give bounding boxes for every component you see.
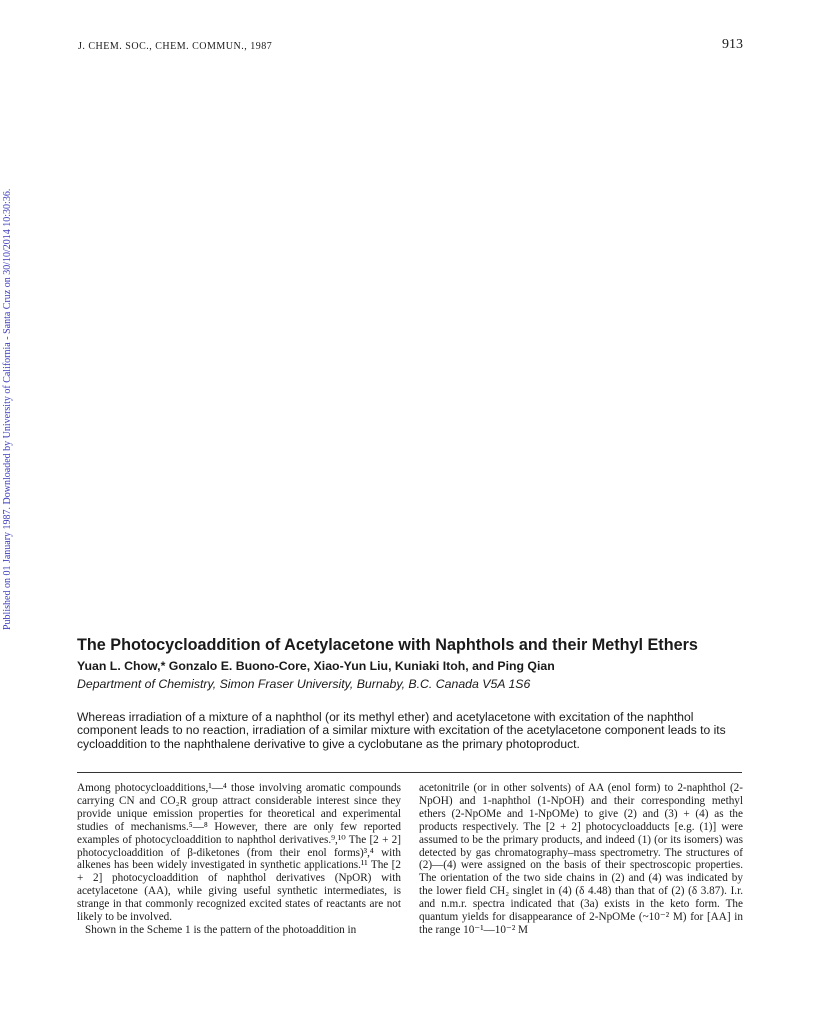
article-title: The Photocycloaddition of Acetylacetone with Naphthols and their Methyl Ethers [77, 636, 698, 654]
page-number: 913 [722, 37, 743, 52]
body-paragraph: acetonitrile (or in other solvents) of AA (enol form) to 2-naphthol (2-NpOH) and 1-naphthol (1-NpOH) and their corresponding methyl ethers (2-NpOMe and 1-NpOMe) to give (2) and (3) + (4) as the products respectively. The [2 + 2] photocycloadducts [e.g. (1)] were assumed to be the primary products, and indeed (1) (or its isomers) was detected by gas chromatography–mass spectrometry. The structures of (2)—(4) were assigned on the basis of their spectroscopic properties. The orientation of the two side chains in (2) and (4) was indicated by the lower field CH₂ singlet in (4) (δ 4.48) than that of (2) (δ 3.87). I.r. and n.m.r. spectra indicated that (3a) exists in the keto form. The quantum yields for disappearance of 2-NpOMe (~10⁻² M) for [AA] in the range 10⁻¹—10⁻² M [419, 782, 743, 936]
section-divider [77, 772, 742, 773]
abstract: Whereas irradiation of a mixture of a naphthol (or its methyl ether) and acetylacetone with excitation of the naphthol component leads to no reaction, irradiation of a similar mixture with excitation of the acetylacetone component leads to its cycloaddition to the naphthalene derivative to give a cyclobutane as the primary photoproduct. [77, 710, 726, 751]
running-head: J. CHEM. SOC., CHEM. COMMUN., 1987 [78, 41, 273, 52]
body-paragraph: Shown in the Scheme 1 is the pattern of the photoaddition in [85, 923, 357, 936]
affiliation: Department of Chemistry, Simon Fraser University, Burnaby, B.C. Canada V5A 1S6 [77, 677, 531, 691]
body-column-right [419, 782, 743, 937]
body-column-left [77, 782, 401, 937]
author-list: Yuan L. Chow,* Gonzalo E. Buono-Core, Xiao-Yun Liu, Kuniaki Itoh, and Ping Qian [77, 659, 555, 673]
body-paragraph: Among photocycloadditions,¹—⁴ those involving aromatic compounds carrying CN and CO₂R group attract considerable interest since they provide unique emission properties for theoretical and experimental studies of mechanisms.⁵—⁸ However, there are only few reported examples of photocycloaddition to naphthol derivatives.⁹,¹⁰ The [2 + 2] photocycloaddition of β-diketones (from their enol forms)³,⁴ with alkenes has been widely investigated in synthetic applications.¹¹ The [2 + 2] photocycloaddition of naphthol derivatives (NpOR) with acetylacetone (AA), while giving useful synthetic intermediates, is strange in that commonly recognized excited states of reactants are not likely to be involved. [77, 782, 401, 924]
download-stamp: Published on 01 January 1987. Downloaded by University of California - Santa Cruz on 30/10/2014 10:30:36. [2, 188, 13, 630]
